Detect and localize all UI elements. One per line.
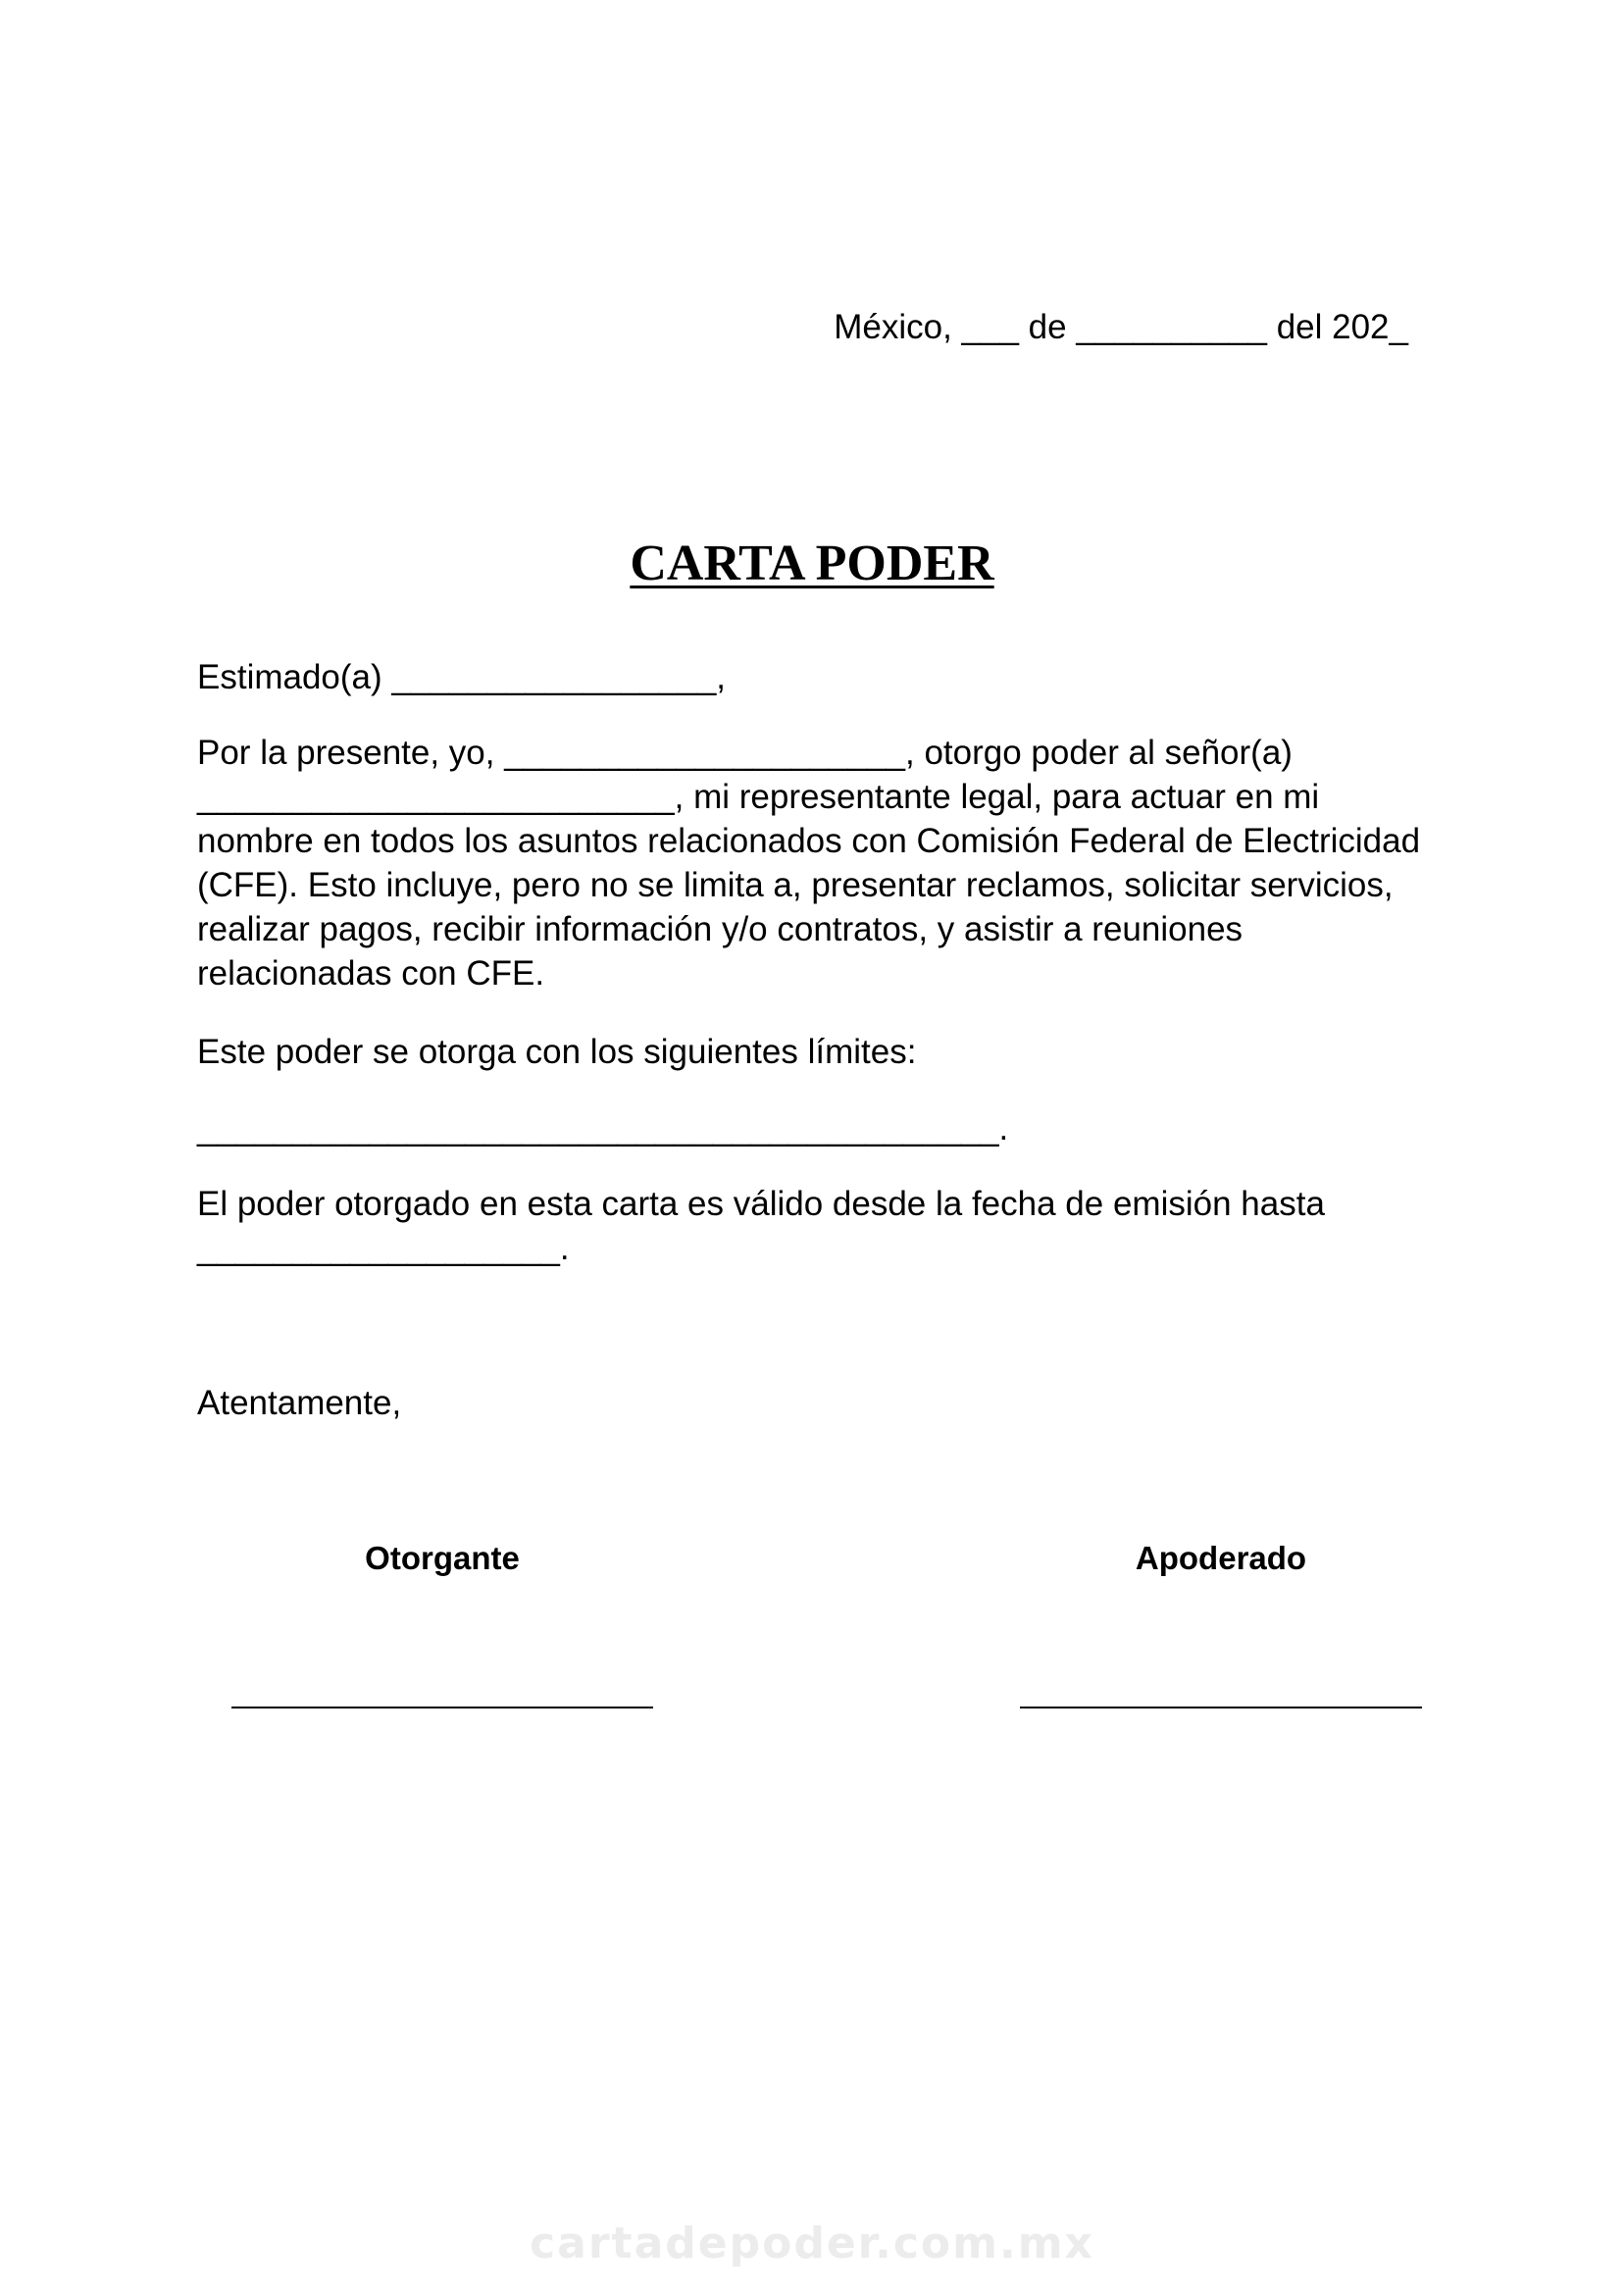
limits-label: Este poder se otorga con los siguientes límites: [197,1033,917,1071]
date-line: México, ___ de __________ del 202_ [834,308,1408,346]
signature-block-attorney [1020,1538,1422,1708]
limits-blank: __________________________________________. [197,1109,1009,1147]
document-title: CARTA PODER [630,535,994,591]
attorney-signature-line [1020,1707,1422,1708]
closing: Atentamente, [197,1384,402,1422]
attorney-label: Apoderado [1135,1540,1307,1576]
watermark: cartadepoder.com.mx [530,2218,1094,2269]
greeting: Estimado(a) _________________, [197,658,727,696]
signature-block-grantor [231,1538,653,1708]
power-statement-paragraph: Por la presente, yo, _____________________, otorgo poder al señor(a) _________________________, mi representante legal, para actuar en mi nombre en todos los asuntos relacionados con Comisión Federal de Electricidad (CFE). Esto incluye, pero no se limita a, presentar reclamos, solicitar servicios, realizar pagos, recibir información y/o contratos, y asistir a reuniones relacionadas con CFE. [197,734,1430,993]
validity-paragraph: El poder otorgado en esta carta es válido desde la fecha de emisión hasta ___________________. [197,1185,1335,1267]
grantor-signature-line [231,1707,653,1708]
grantor-label: Otorgante [365,1540,520,1576]
